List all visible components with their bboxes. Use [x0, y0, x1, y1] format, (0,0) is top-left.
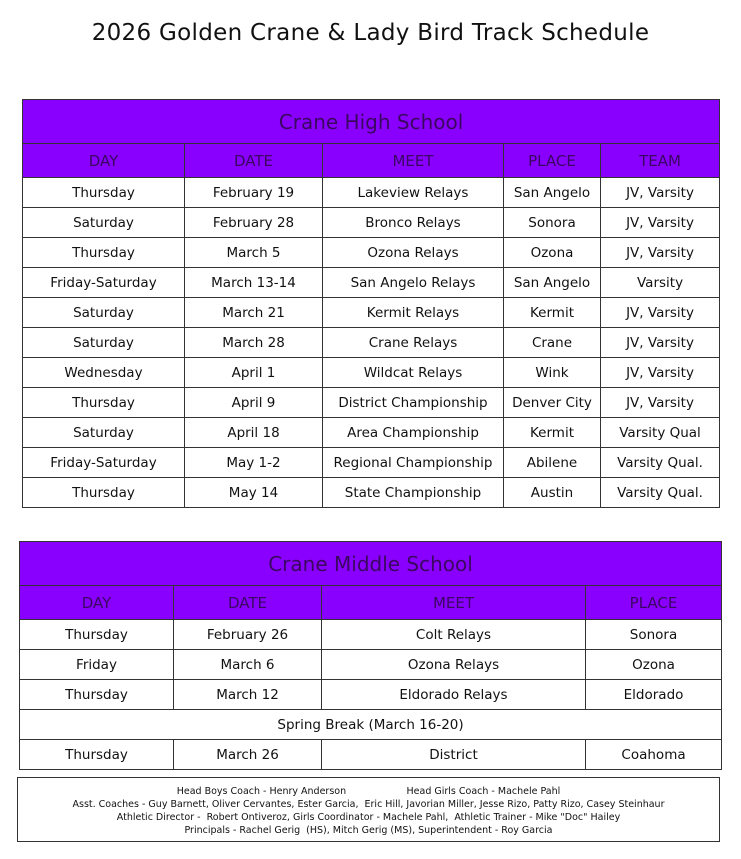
table-cell: Abilene — [504, 448, 601, 478]
column-header: DAY — [23, 144, 185, 178]
table-cell: San Angelo — [504, 268, 601, 298]
table-cell: Saturday — [23, 418, 185, 448]
table-cell: Area Championship — [323, 418, 504, 448]
table-cell: Saturday — [23, 328, 185, 358]
table-cell: Wink — [504, 358, 601, 388]
table-row — [20, 620, 722, 650]
table-cell: Ozona Relays — [323, 238, 504, 268]
table-cell: JV, Varsity — [601, 298, 720, 328]
table-row — [23, 448, 720, 478]
table-cell: Ozona — [586, 650, 722, 680]
table-cell: March 13-14 — [185, 268, 323, 298]
table-cell: Sonora — [586, 620, 722, 650]
column-header: DATE — [185, 144, 323, 178]
table-row — [20, 710, 722, 740]
table-cell: Saturday — [23, 298, 185, 328]
table-cell: March 28 — [185, 328, 323, 358]
table-row — [23, 208, 720, 238]
footer-line: Principals - Rachel Gerig (HS), Mitch Gerig (MS), Superintendent - Roy Garcia — [184, 825, 553, 836]
table-cell: Coahoma — [586, 740, 722, 770]
table-cell: Bronco Relays — [323, 208, 504, 238]
table-cell: Friday — [20, 650, 174, 680]
table-cell: Sonora — [504, 208, 601, 238]
table-cell: March 12 — [174, 680, 322, 710]
table-cell: April 9 — [185, 388, 323, 418]
table-cell: JV, Varsity — [601, 388, 720, 418]
staff-footer — [17, 777, 720, 842]
spring-break-note: Spring Break (March 16-20) — [20, 710, 722, 740]
table-row — [23, 298, 720, 328]
table-cell: Thursday — [20, 740, 174, 770]
table-cell: March 6 — [174, 650, 322, 680]
table-cell: May 1-2 — [185, 448, 323, 478]
table-cell: Crane Relays — [323, 328, 504, 358]
table-cell: Kermit — [504, 298, 601, 328]
table-cell: Thursday — [23, 478, 185, 508]
table-cell: Ozona — [504, 238, 601, 268]
table-row — [23, 388, 720, 418]
table-cell: Thursday — [23, 178, 185, 208]
table-row — [23, 238, 720, 268]
table-title: Crane High School — [23, 100, 720, 144]
table-cell: Lakeview Relays — [323, 178, 504, 208]
table-cell: Kermit — [504, 418, 601, 448]
table-cell: Varsity — [601, 268, 720, 298]
table-cell: JV, Varsity — [601, 208, 720, 238]
table-cell: Austin — [504, 478, 601, 508]
table-cell: Varsity Qual. — [601, 448, 720, 478]
middle-school-schedule-table — [19, 541, 722, 770]
footer-line: Athletic Director - Robert Ontiveroz, Girls Coordinator - Machele Pahl, Athletic Trainer - Mike "Doc" Hailey — [116, 812, 621, 823]
table-cell: Saturday — [23, 208, 185, 238]
column-header: MEET — [322, 586, 586, 620]
column-header: DATE — [174, 586, 322, 620]
table-cell: San Angelo Relays — [323, 268, 504, 298]
column-header: PLACE — [504, 144, 601, 178]
table-cell: Thursday — [23, 238, 185, 268]
table-row — [20, 680, 722, 710]
table-cell: District — [322, 740, 586, 770]
footer-line: Head Boys Coach - Henry Anderson Head Girls Coach - Machele Pahl — [176, 786, 561, 797]
column-header: TEAM — [601, 144, 720, 178]
table-row — [23, 418, 720, 448]
column-header: DAY — [20, 586, 174, 620]
table-cell: Thursday — [20, 680, 174, 710]
table-cell: Varsity Qual — [601, 418, 720, 448]
table-cell: Friday-Saturday — [23, 268, 185, 298]
footer-line: Asst. Coaches - Guy Barnett, Oliver Cervantes, Ester Garcia, Eric Hill, Javorian Miller, Jesse Rizo, Patty Rizo, Casey Steinhaur — [72, 799, 665, 810]
table-cell: April 1 — [185, 358, 323, 388]
table-row — [23, 268, 720, 298]
table-cell: May 14 — [185, 478, 323, 508]
table-row — [23, 178, 720, 208]
table-cell: Eldorado Relays — [322, 680, 586, 710]
table-cell: JV, Varsity — [601, 358, 720, 388]
table-cell: March 26 — [174, 740, 322, 770]
table-cell: Wildcat Relays — [323, 358, 504, 388]
table-cell: Wednesday — [23, 358, 185, 388]
page-title: 2026 Golden Crane & Lady Bird Track Schedule — [91, 20, 650, 46]
table-cell: February 19 — [185, 178, 323, 208]
table-cell: Eldorado — [586, 680, 722, 710]
table-cell: Colt Relays — [322, 620, 586, 650]
table-cell: Varsity Qual. — [601, 478, 720, 508]
table-cell: State Championship — [323, 478, 504, 508]
high-school-schedule-table — [22, 99, 720, 508]
table-row — [20, 740, 722, 770]
table-cell: JV, Varsity — [601, 178, 720, 208]
table-cell: San Angelo — [504, 178, 601, 208]
table-title: Crane Middle School — [20, 542, 722, 586]
table-cell: Regional Championship — [323, 448, 504, 478]
table-cell: April 18 — [185, 418, 323, 448]
table-cell: District Championship — [323, 388, 504, 418]
table-cell: Kermit Relays — [323, 298, 504, 328]
table-cell: Thursday — [20, 620, 174, 650]
table-cell: Thursday — [23, 388, 185, 418]
table-cell: JV, Varsity — [601, 328, 720, 358]
table-cell: Crane — [504, 328, 601, 358]
column-header: PLACE — [586, 586, 722, 620]
table-cell: Denver City — [504, 388, 601, 418]
table-cell: JV, Varsity — [601, 238, 720, 268]
column-header: MEET — [323, 144, 504, 178]
table-cell: March 5 — [185, 238, 323, 268]
table-row — [23, 328, 720, 358]
table-cell: Ozona Relays — [322, 650, 586, 680]
table-row — [23, 478, 720, 508]
table-cell: March 21 — [185, 298, 323, 328]
table-row — [23, 358, 720, 388]
table-row — [20, 650, 722, 680]
table-cell: Friday-Saturday — [23, 448, 185, 478]
table-cell: February 26 — [174, 620, 322, 650]
table-cell: February 28 — [185, 208, 323, 238]
